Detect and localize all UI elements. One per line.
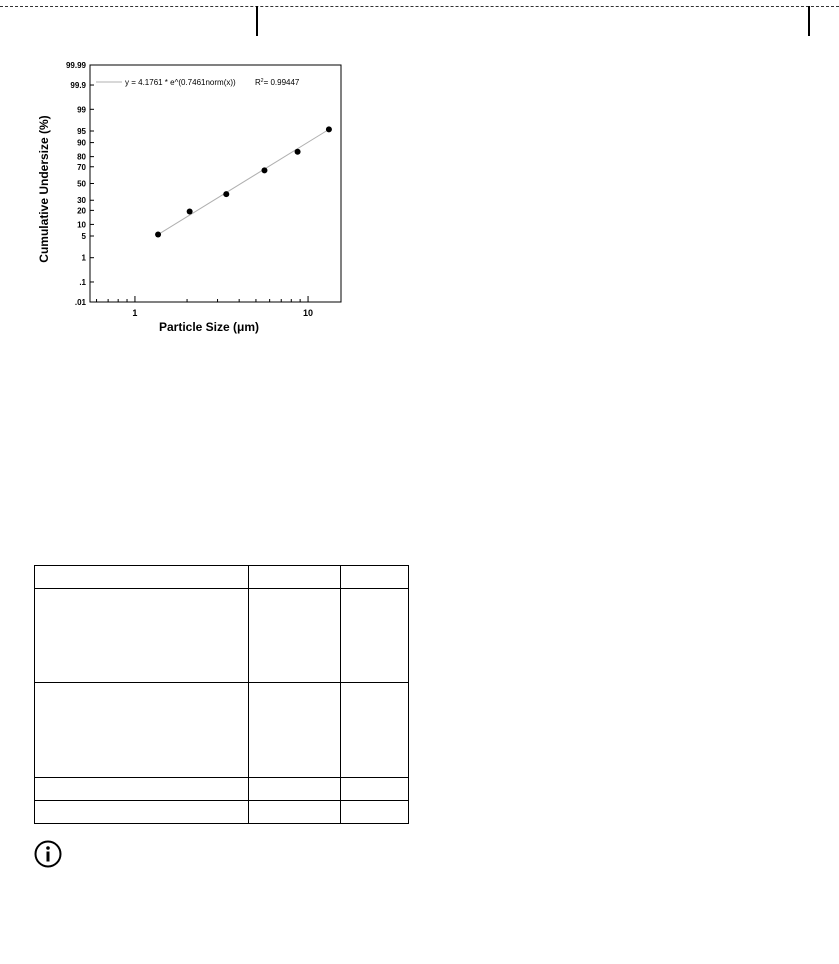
table-cell <box>35 683 249 778</box>
table-cell <box>249 778 341 801</box>
table-row <box>35 801 409 824</box>
data-point <box>223 191 229 197</box>
table-row <box>35 589 409 683</box>
data-point <box>295 149 301 155</box>
y-tick-label: 1 <box>81 253 86 263</box>
y-tick-label: 70 <box>77 162 86 172</box>
y-tick-label: 95 <box>77 126 86 136</box>
header-tick-right <box>808 6 810 36</box>
legend <box>96 78 300 87</box>
table-cell <box>35 801 249 824</box>
x-tick-label: 1 <box>132 308 138 318</box>
table-cell <box>249 801 341 824</box>
table-cell <box>249 589 341 683</box>
probability-plot <box>30 55 350 345</box>
info-icon <box>34 840 62 868</box>
table-cell <box>35 566 249 589</box>
legend-equation: y = 4.1761 * e^(0.7461norm(x)) <box>125 78 236 87</box>
page-header-rule <box>0 6 839 7</box>
table-cell <box>35 589 249 683</box>
y-tick-label: 80 <box>77 152 86 162</box>
table-row <box>35 778 409 801</box>
table-cell <box>341 566 409 589</box>
data-point <box>187 209 193 215</box>
legend-r-squared: $R^2= 0.99447$ <box>255 78 300 87</box>
table-cell <box>341 589 409 683</box>
y-tick-label: 99 <box>77 105 86 115</box>
table-cell <box>341 801 409 824</box>
y-tick-label: 99.9 <box>70 81 86 91</box>
data-point <box>261 167 267 173</box>
y-tick-label: 5 <box>81 232 86 242</box>
y-tick-label: 99.99 <box>65 61 86 70</box>
table-row <box>35 683 409 778</box>
table-cell <box>249 566 341 589</box>
y-tick-label: .01 <box>74 298 86 307</box>
y-tick-label: .1 <box>79 277 86 287</box>
table-cell <box>35 778 249 801</box>
table-cell <box>341 778 409 801</box>
y-tick-label: 90 <box>77 138 86 148</box>
y-tick-label: 10 <box>77 220 86 230</box>
y-tick-label: 20 <box>77 206 86 216</box>
x-axis-label: Particle Size (μm) <box>158 320 260 334</box>
y-axis-label: Cumulative Undersize (%) <box>37 115 51 263</box>
header-tick-left <box>256 6 258 36</box>
plot-frame <box>90 65 341 302</box>
table-cell <box>341 683 409 778</box>
fit-line <box>158 129 329 234</box>
table-row <box>35 566 409 589</box>
data-point <box>155 232 161 238</box>
table-cell <box>249 683 341 778</box>
y-tick-label: 50 <box>77 179 86 189</box>
y-tick-label: 30 <box>77 196 86 206</box>
x-tick-label: 10 <box>303 308 314 318</box>
data-point <box>326 126 332 132</box>
data-table <box>34 565 409 824</box>
